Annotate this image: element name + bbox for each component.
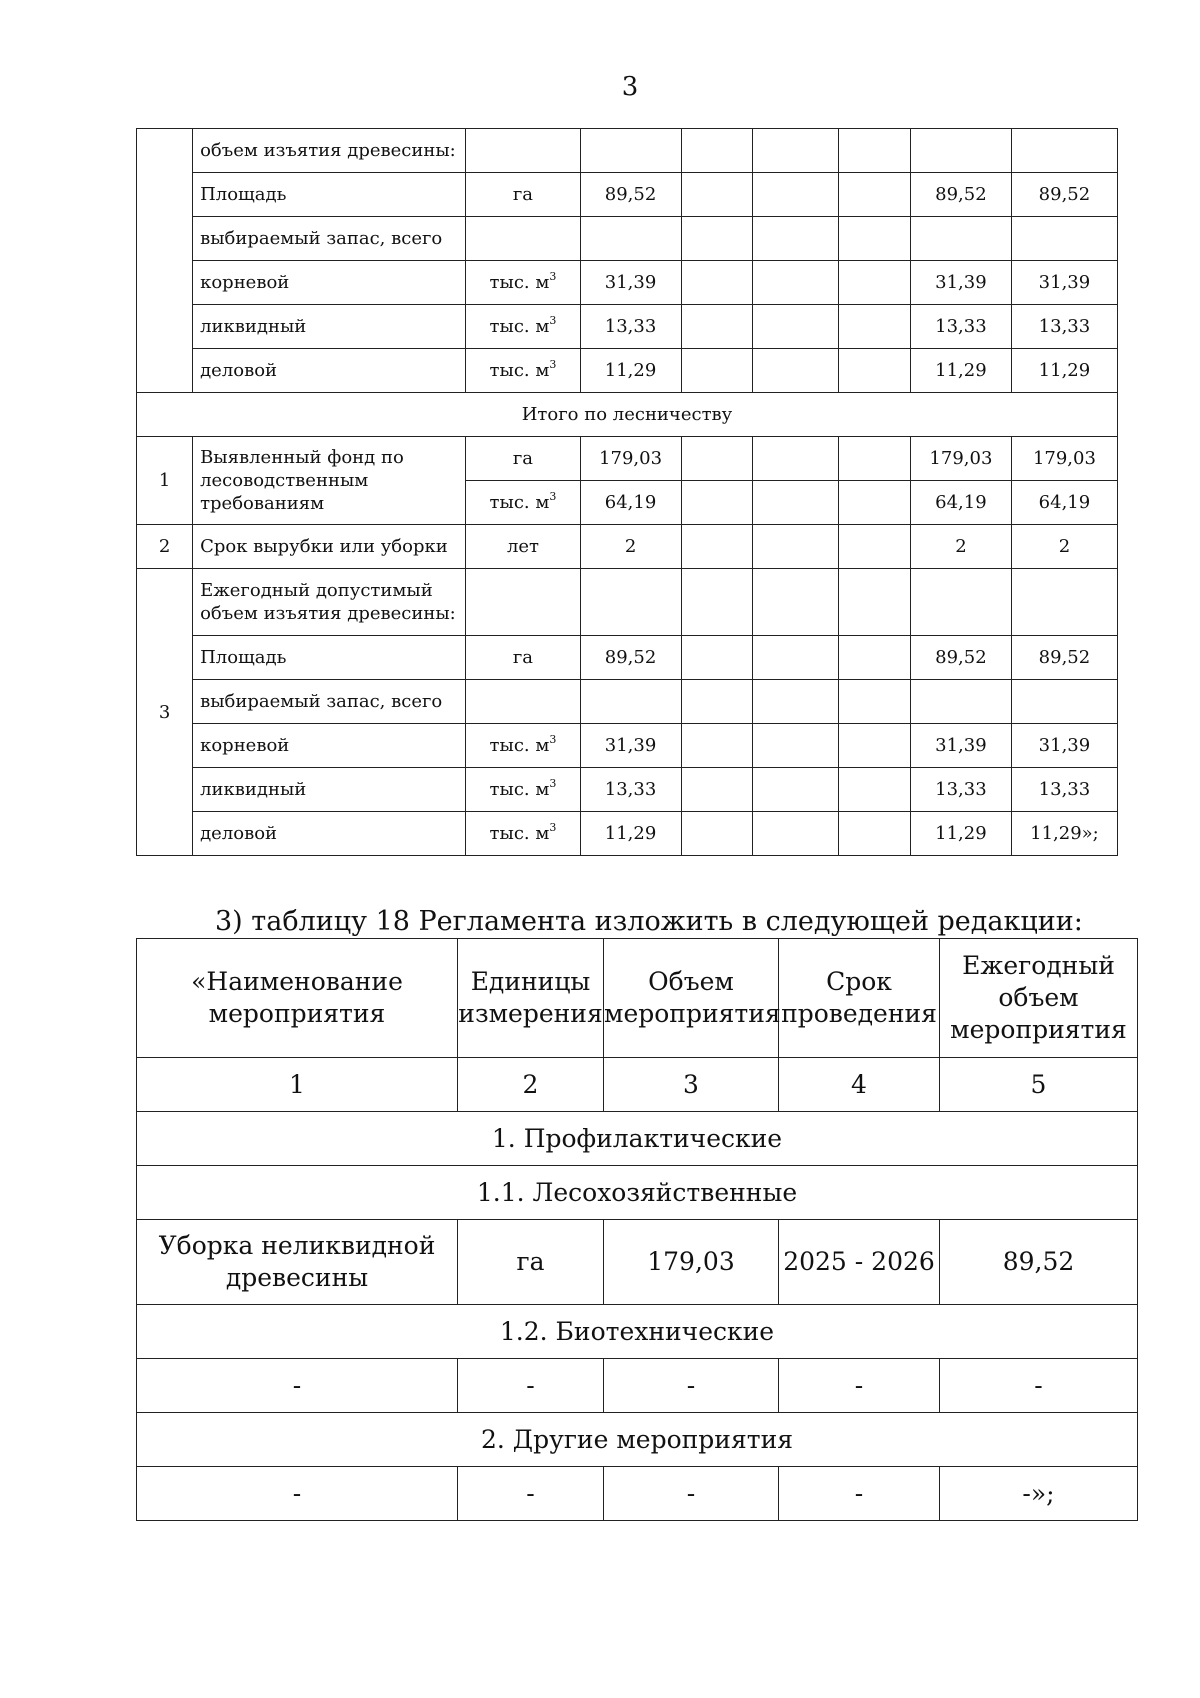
unit-cell: тыс. $м^3$ <box>466 812 580 856</box>
unit-cell: тыс. $м^3$ <box>466 768 580 812</box>
table-cell: - <box>604 1467 779 1521</box>
table-cell: 2025 - 2026 <box>779 1220 940 1305</box>
value-cell: 13,33 <box>910 768 1011 812</box>
value-cell <box>1011 569 1117 636</box>
value-cell: 11,29 <box>910 349 1011 393</box>
item-number: 2 <box>137 525 193 569</box>
table-cell: - <box>137 1467 458 1521</box>
row-label: выбираемый запас, всего <box>193 217 466 261</box>
value-cell <box>1011 217 1117 261</box>
value-cell: 89,52 <box>580 173 681 217</box>
row-label: ликвидный <box>193 768 466 812</box>
regulation-table-continued <box>136 128 1118 856</box>
value-cell: 31,39 <box>580 724 681 768</box>
item-number: 3 <box>137 569 193 856</box>
col-number: 3 <box>604 1058 779 1112</box>
table-cell: 89,52 <box>940 1220 1138 1305</box>
row-label: деловой <box>193 349 466 393</box>
table-cell: Уборка неликвидной древесины <box>137 1220 458 1305</box>
unit-cell <box>466 217 580 261</box>
value-cell: 13,33 <box>580 305 681 349</box>
value-cell: 31,39 <box>580 261 681 305</box>
header-annual: Ежегодный объем мероприятия <box>940 939 1138 1058</box>
table-cell: 179,03 <box>604 1220 779 1305</box>
value-cell <box>580 569 681 636</box>
value-cell: 13,33 <box>1011 305 1117 349</box>
value-cell: 31,39 <box>910 261 1011 305</box>
col-number: 1 <box>137 1058 458 1112</box>
value-cell: 2 <box>580 525 681 569</box>
value-cell <box>1011 680 1117 724</box>
value-cell: 11,29 <box>580 349 681 393</box>
value-cell: 64,19 <box>580 481 681 525</box>
col-number: 2 <box>458 1058 604 1112</box>
section-heading: 1.2. Биотехнические <box>137 1305 1138 1359</box>
value-cell <box>910 680 1011 724</box>
unit-cell: тыс. $м^3$ <box>466 349 580 393</box>
value-cell: 2 <box>910 525 1011 569</box>
value-cell: 89,52 <box>1011 636 1117 680</box>
value-cell <box>910 217 1011 261</box>
merged-number-cell <box>137 129 193 393</box>
row-label: деловой <box>193 812 466 856</box>
row-label: выбираемый запас, всего <box>193 680 466 724</box>
value-cell <box>910 569 1011 636</box>
value-cell: 179,03 <box>580 437 681 481</box>
header-unit: Единицы измерения <box>458 939 604 1058</box>
value-cell: 89,52 <box>580 636 681 680</box>
section-heading: 1.1. Лесохозяйственные <box>137 1166 1138 1220</box>
header-volume: Объем мероприятия <box>604 939 779 1058</box>
value-cell: 2 <box>1011 525 1117 569</box>
header-name: «Наименование мероприятия <box>137 939 458 1058</box>
value-cell: 13,33 <box>1011 768 1117 812</box>
section-title: Итого по лесничеству <box>137 393 1118 437</box>
row-label: объем изъятия древесины: <box>193 129 466 173</box>
table-cell: - <box>458 1359 604 1413</box>
value-cell: 179,03 <box>910 437 1011 481</box>
row-label: Площадь <box>193 636 466 680</box>
value-cell: 89,52 <box>910 173 1011 217</box>
value-cell: 89,52 <box>910 636 1011 680</box>
unit-cell: тыс. $м^3$ <box>466 305 580 349</box>
value-cell: 31,39 <box>910 724 1011 768</box>
table-cell: - <box>940 1359 1138 1413</box>
item-number: 1 <box>137 437 193 525</box>
table-cell: - <box>458 1467 604 1521</box>
value-cell: 64,19 <box>1011 481 1117 525</box>
unit-cell: тыс. $м^3$ <box>466 724 580 768</box>
value-cell: 64,19 <box>910 481 1011 525</box>
section-heading: 2. Другие мероприятия <box>137 1413 1138 1467</box>
section-heading: 1. Профилактические <box>137 1112 1138 1166</box>
table-cell: -»; <box>940 1467 1138 1521</box>
value-cell: 11,29 <box>580 812 681 856</box>
amendment-instruction: 3) таблицу 18 Регламента изложить в следующей редакции: <box>215 906 1083 937</box>
row-label: Ежегодный допустимый объем изъятия древесины: <box>193 569 466 636</box>
unit-cell: га <box>466 173 580 217</box>
row-label: ликвидный <box>193 305 466 349</box>
row-label: корневой <box>193 724 466 768</box>
table-cell: га <box>458 1220 604 1305</box>
table-cell: - <box>137 1359 458 1413</box>
value-cell: 89,52 <box>1011 173 1117 217</box>
item-name: Выявленный фонд по лесоводственным требованиям <box>193 437 466 525</box>
value-cell: 179,03 <box>1011 437 1117 481</box>
unit-cell <box>466 129 580 173</box>
unit-cell <box>466 680 580 724</box>
unit-cell <box>466 569 580 636</box>
row-label: Площадь <box>193 173 466 217</box>
table-cell: - <box>779 1467 940 1521</box>
value-cell <box>580 129 681 173</box>
item-name: Срок вырубки или уборки <box>193 525 466 569</box>
unit-cell: тыс. $м^3$ <box>466 481 580 525</box>
value-cell: 11,29»; <box>1011 812 1117 856</box>
unit-cell: тыс. $м^3$ <box>466 261 580 305</box>
value-cell <box>580 217 681 261</box>
value-cell <box>580 680 681 724</box>
header-period: Срок проведения <box>779 939 940 1058</box>
col-number: 5 <box>940 1058 1138 1112</box>
value-cell: 11,29 <box>910 812 1011 856</box>
value-cell <box>910 129 1011 173</box>
value-cell: 13,33 <box>910 305 1011 349</box>
value-cell <box>1011 129 1117 173</box>
unit-cell: га <box>466 636 580 680</box>
value-cell: 31,39 <box>1011 261 1117 305</box>
table-cell: - <box>604 1359 779 1413</box>
col-number: 4 <box>779 1058 940 1112</box>
page-number: 3 <box>621 72 639 102</box>
table-cell: - <box>779 1359 940 1413</box>
unit-cell: га <box>466 437 580 481</box>
value-cell: 31,39 <box>1011 724 1117 768</box>
value-cell: 11,29 <box>1011 349 1117 393</box>
table-18 <box>136 938 1138 1521</box>
row-label: корневой <box>193 261 466 305</box>
unit-cell: лет <box>466 525 580 569</box>
value-cell: 13,33 <box>580 768 681 812</box>
